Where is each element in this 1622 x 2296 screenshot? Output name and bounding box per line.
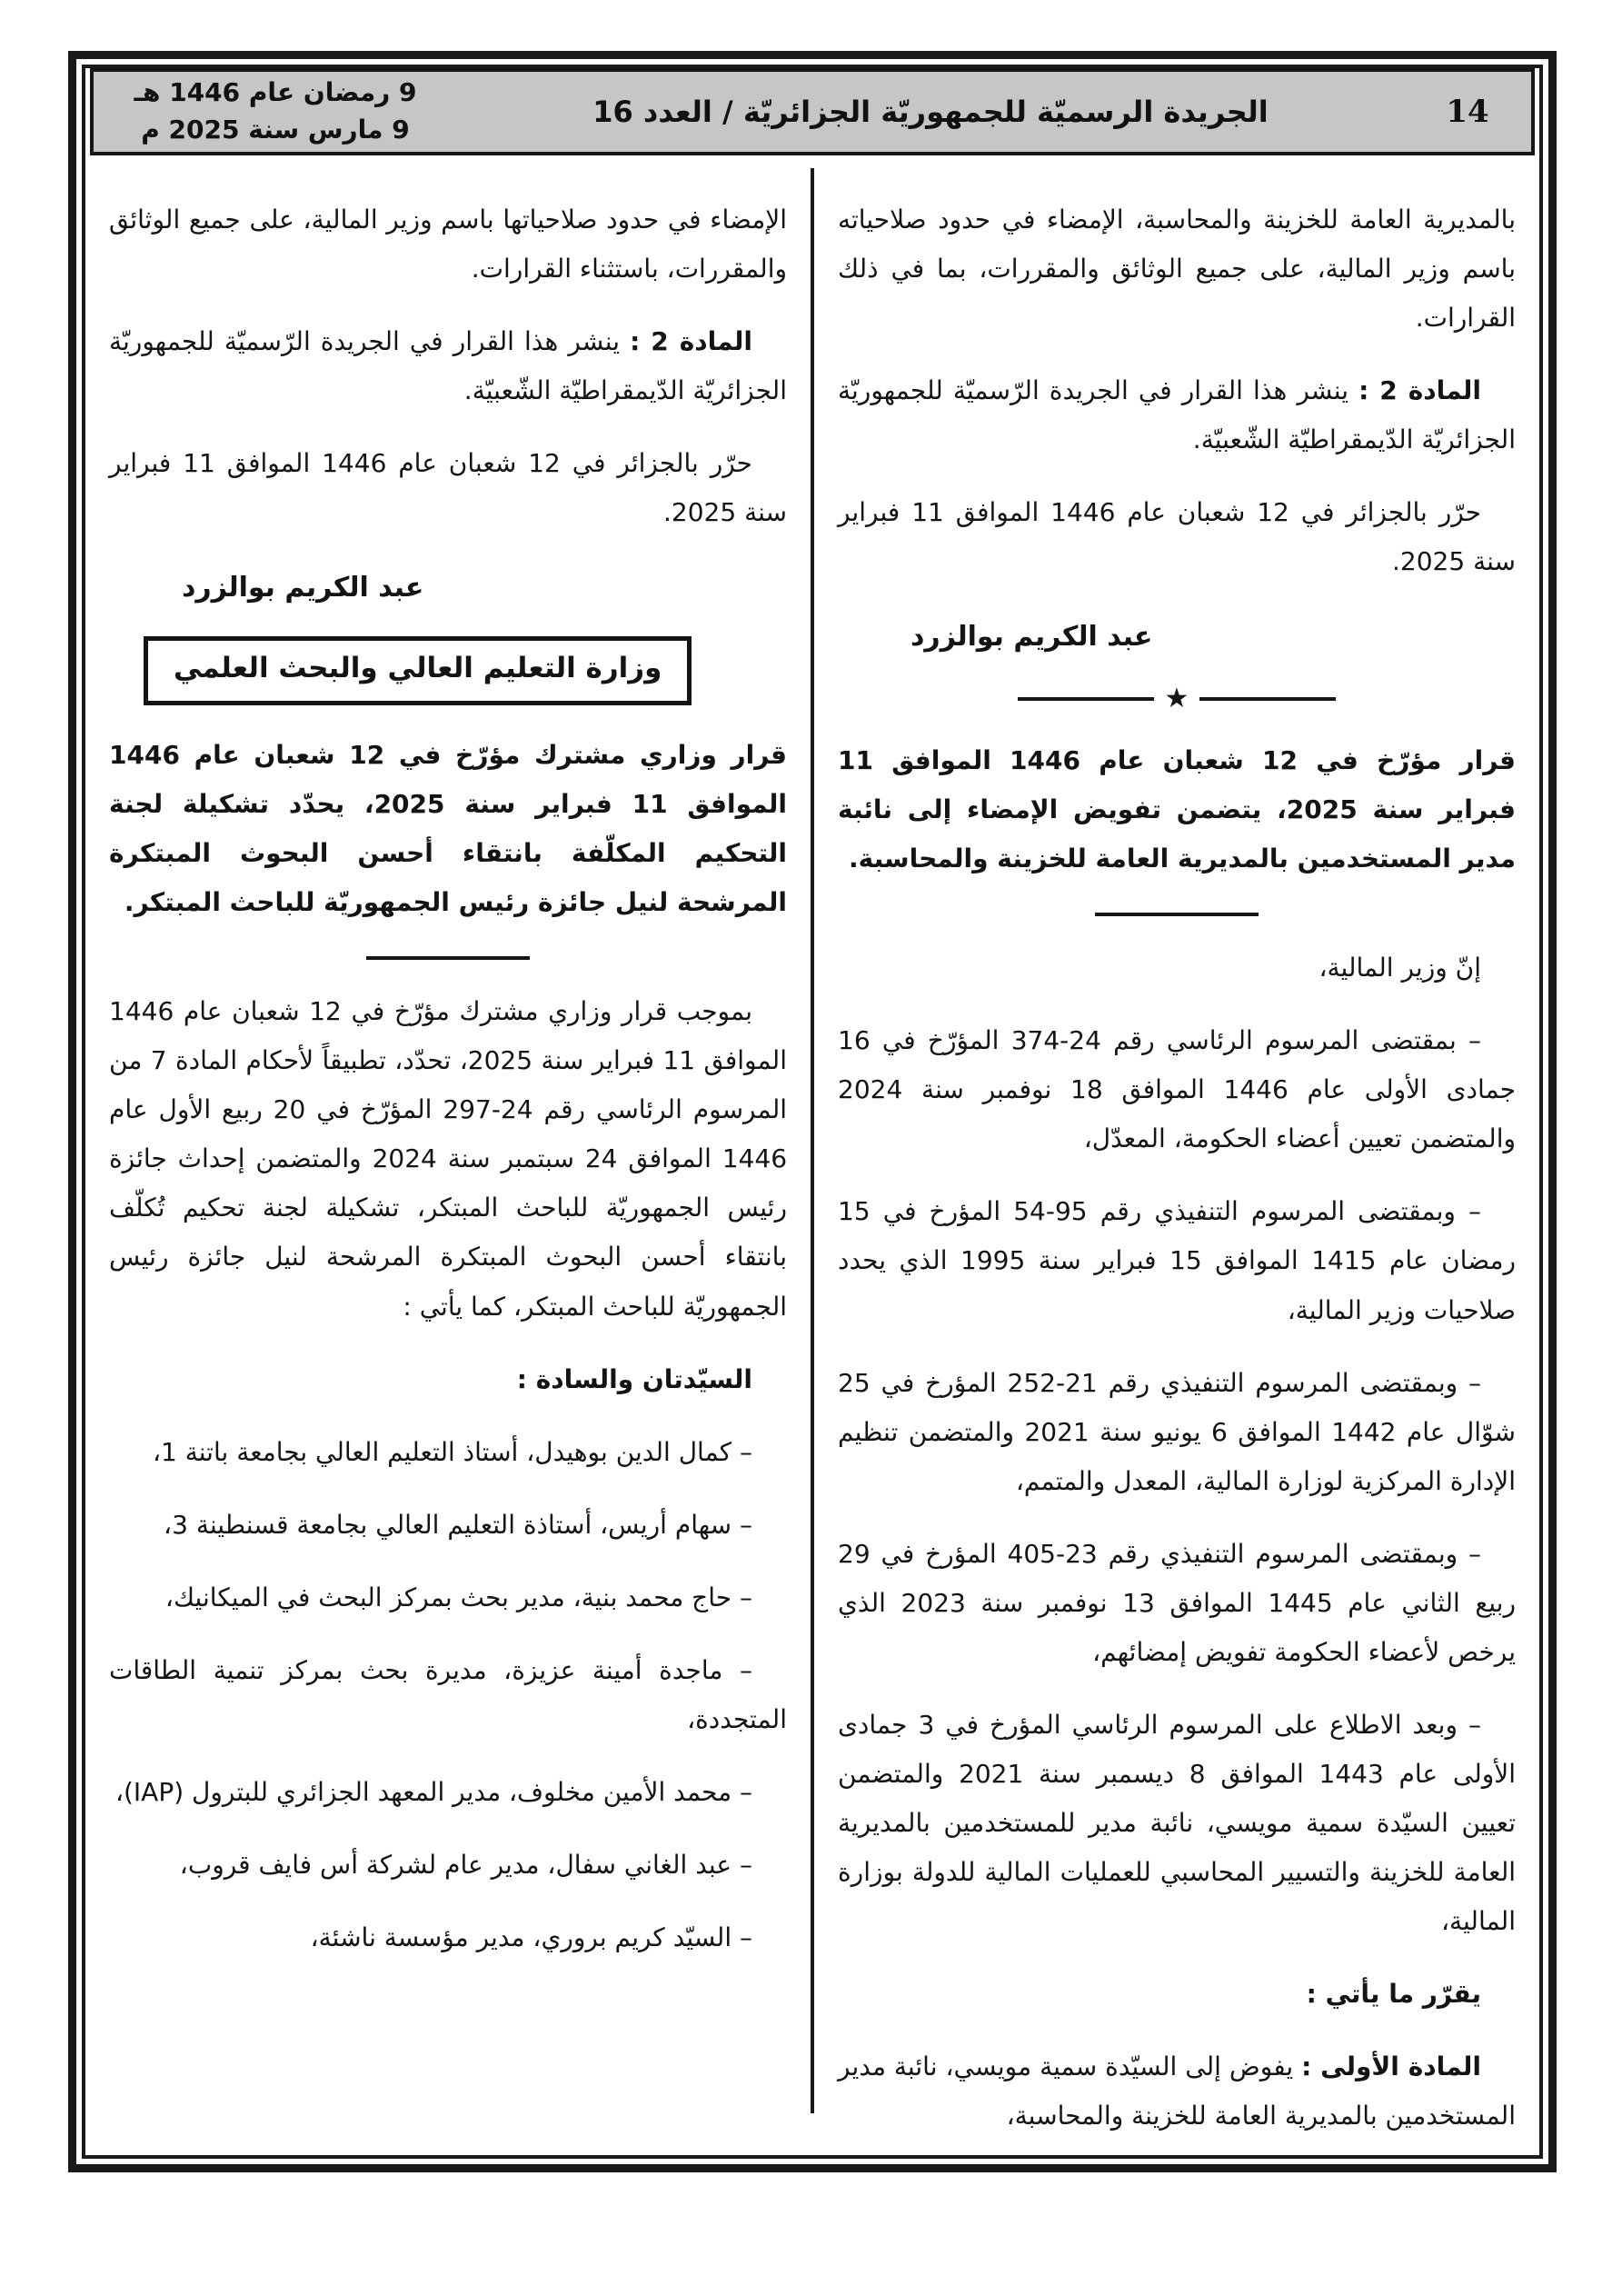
- article-2-label: المادة 2 :: [1358, 375, 1481, 406]
- article-2-text: ينشر هذا القرار في الجريدة الرّسميّة للجمهوريّة الجزائريّة الدّيمقراطيّة الشّعبيّة.: [109, 326, 787, 406]
- decree-body-paragraph: بموجب قرار وزاري مشترك مؤرّخ في 12 شعبان عام 1446 الموافق 11 فبراير سنة 2025، تحدّد، تطبيقاً لأحكام المادة 7 من المرسوم الرئاسي رقم 24-297 المؤرّخ في 20 ربيع الأول عام 1446 الموافق 24 سبتمبر سنة 2024 والمتضمن إحداث جائزة رئيس الجمهوريّة للباحث المبتكر، تشكيلة لجنة تحكيم تُكلّف بانتقاء أحسن البحوث المبتكرة المرشحة لنيل جائزة رئيس الجمهوريّة للباحث المبتكر، كما يأتي :: [109, 996, 788, 1322]
- header-dates: [94, 75, 457, 148]
- gazette-header-bar: [90, 68, 1535, 155]
- column-right: [814, 155, 1539, 2155]
- decree-title: قرار مؤرّخ في 12 شعبان عام 1446 الموافق 11 فبراير سنة 2025، يتضمن تفويض الإمضاء إلى نائبة مدير المستخدمين بالمديرية العامة للخزينة والمحاسبة.: [838, 745, 1516, 874]
- decides-line: يقرّر ما يأتي :: [1306, 1978, 1481, 2009]
- article-1-label: المادة الأولى :: [1301, 2051, 1481, 2081]
- ministry-section-title-box: وزارة التعليم العالي والبحث العلمي: [144, 636, 692, 705]
- member-item: – ماجدة أمينة عزيزة، مديرة بحث بمركز تنمية الطاقات المتجددة،: [109, 1654, 787, 1734]
- date-hijri: 9 رمضان عام 1446 هـ: [134, 77, 417, 108]
- separator-line-left: [1199, 697, 1336, 701]
- article-2-text: ينشر هذا القرار في الجريدة الرّسميّة للجمهوريّة الجزائريّة الدّيمقراطيّة الشّعبيّة.: [838, 375, 1516, 455]
- visa-item: – وبمقتضى المرسوم التنفيذي رقم 95-54 المؤرخ في 15 رمضان عام 1415 الموافق 15 فبراير سنة 1995 الذي يحدد صلاحيات وزير المالية،: [838, 1196, 1516, 1325]
- continuation-paragraph: الإمضاء في حدود صلاحياتها باسم وزير المالية، على جميع الوثائق والمقررات، باستثناء القرارات.: [109, 205, 787, 285]
- signed-at-paragraph: حرّر بالجزائر في 12 شعبان عام 1446 الموافق 11 فبراير سنة 2025.: [109, 448, 787, 528]
- joint-decree-title: قرار وزاري مشترك مؤرّخ في 12 شعبان عام 1446 الموافق 11 فبراير سنة 2025، يحدّد تشكيلة لجنة التحكيم المكلّفة بانتقاء أحسن البحوث المبتكرة المرشحة لنيل جائزة رئيس الجمهوريّة للباحث المبتكر.: [109, 740, 788, 918]
- members-heading: السيّدتان والسادة :: [516, 1363, 752, 1394]
- column-left: [85, 155, 811, 2155]
- page-number: 14: [1446, 94, 1489, 130]
- date-gregorian: 9 مارس سنة 2025 م: [141, 115, 410, 145]
- signature: عبد الكريم بوالزرد: [182, 572, 424, 604]
- article-1-text: يفوض إلى السيّدة سمية مويسي، نائبة مدير المستخدمين بالمديرية العامة للخزينة والمحاسبة،: [838, 2051, 1516, 2131]
- article-2-paragraph: [838, 366, 1516, 464]
- continuation-paragraph: بالمديرية العامة للخزينة والمحاسبة، الإمضاء في حدود صلاحياته باسم وزير المالية، على جميع الوثائق والمقررات، بما في ذلك القرارات.: [838, 205, 1516, 334]
- article-2-paragraph: [109, 317, 787, 415]
- separator-line-right: [1018, 697, 1154, 701]
- member-item: – حاج محمد بنية، مدير بحث بمركز البحث في الميكانيك،: [164, 1582, 752, 1612]
- visa-item: – وبمقتضى المرسوم التنفيذي رقم 21-252 المؤرخ في 25 شوّال عام 1442 الموافق 6 يونيو سنة 2021 والمتضمن تنظيم الإدارة المركزية لوزارة المالية، المعدل والمتمم،: [838, 1367, 1516, 1496]
- page-frame: [68, 51, 1557, 2172]
- article-1-paragraph: [838, 2042, 1516, 2141]
- signature: عبد الكريم بوالزرد: [911, 621, 1153, 654]
- page-inner-frame: [82, 65, 1543, 2159]
- signed-at-paragraph: حرّر بالجزائر في 12 شعبان عام 1446 الموافق 11 فبراير سنة 2025.: [838, 497, 1516, 577]
- member-item: – كمال الدين بوهيدل، أستاذ التعليم العالي بجامعة باتنة 1،: [152, 1436, 752, 1467]
- visa-item: – وبعد الاطلاع على المرسوم الرئاسي المؤرخ في 3 جمادى الأولى عام 1443 الموافق 8 ديسمبر سنة 2021 والمتضمن تعيين السيّدة سمية مويسي، نائبة مدير للمستخدمين بالمديرية العامة للخزينة والتسيير المحاسبي للعمليات المالية للدولة بوزارة المالية،: [838, 1709, 1517, 1936]
- section-rule: [1095, 913, 1259, 916]
- gazette-title: الجريدة الرسميّة للجمهوريّة الجزائريّة / العدد 16: [592, 95, 1269, 129]
- visa-item: – بمقتضى المرسوم الرئاسي رقم 24-374 المؤرّخ في 16 جمادى الأولى عام 1446 الموافق 18 نوفمبر سنة 2024 والمتضمن تعيين أعضاء الحكومة، المعدّل،: [838, 1025, 1517, 1154]
- column-divider: [811, 168, 814, 2113]
- member-item: – سهام أريس، أستاذة التعليم العالي بجامعة قسنطينة 3،: [164, 1509, 752, 1540]
- member-item: – عبد الغاني سفال، مدير عام لشركة أس فايف قروب،: [179, 1849, 752, 1880]
- member-item: – محمد الأمين مخلوف، مدير المعهد الجزائري للبترول (IAP)،: [114, 1776, 752, 1807]
- article-2-label: المادة 2 :: [630, 326, 752, 357]
- star-separator: [838, 685, 1516, 713]
- minister-intro: إنّ وزير المالية،: [1318, 953, 1481, 983]
- member-item: – السيّد كريم بروري، مدير مؤسسة ناشئة،: [310, 1922, 752, 1952]
- section-rule: [366, 956, 530, 960]
- visa-item: – وبمقتضى المرسوم التنفيذي رقم 23-405 المؤرخ في 29 ربيع الثاني عام 1445 الموافق 13 نوفمبر سنة 2023 الذي يرخص لأعضاء الحكومة تفويض إمضائهم،: [838, 1538, 1516, 1667]
- star-icon: ★: [1164, 683, 1189, 715]
- content-columns: [85, 155, 1539, 2155]
